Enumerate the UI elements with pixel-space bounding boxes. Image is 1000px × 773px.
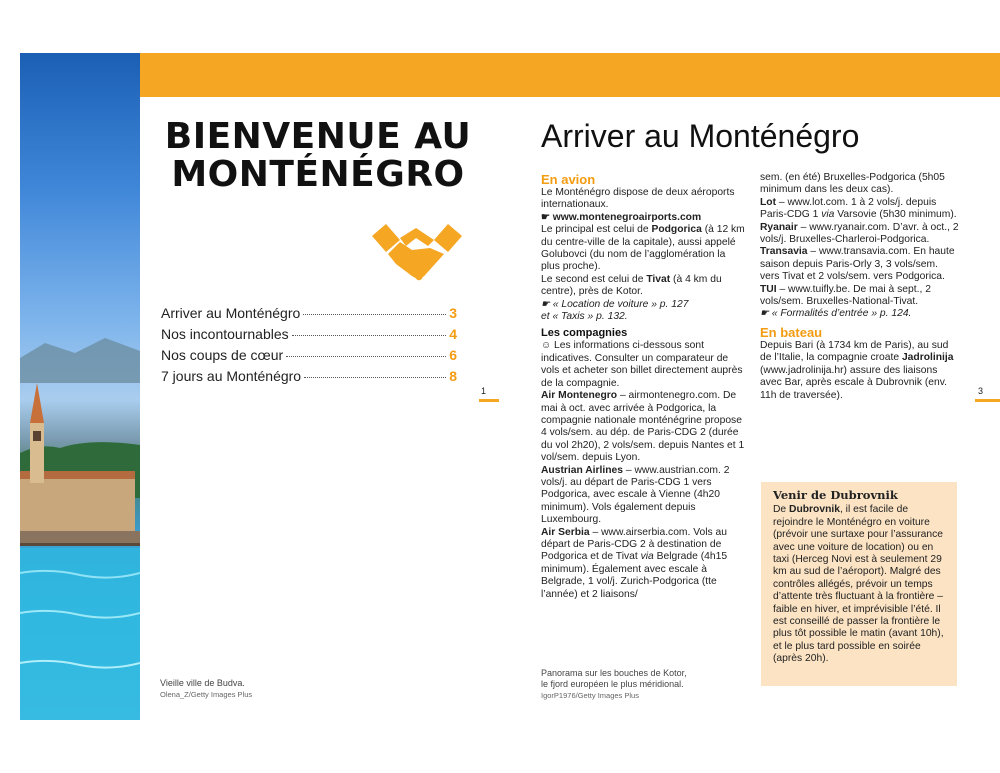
paragraph: sem. (en été) Bruxelles-Podgorica (5h05 minimum dans les deux cas). [760,172,945,196]
right-caption-line1: Panorama sur les bouches de Kotor, [541,668,687,678]
toc-leader [304,377,446,378]
toc-item[interactable] [161,305,457,326]
toc-item-page: 6 [449,347,457,363]
left-page-marker [479,399,499,402]
airline-entry: Ryanair – www.ryanair.com. D’avr. à oct., 2 vols/j. Bruxelles-Charleroi-Podgorica. [760,221,959,246]
paragraph: Le second est celui de Tivat (à 4 km du centre), près de Kotor. [541,273,722,298]
toc-leader [292,335,447,336]
toc-leader [286,356,446,357]
dubrovnik-info-box [761,482,957,686]
left-caption-text: Vieille ville de Budva. [160,678,245,688]
heading-en-bateau: En bateau [760,324,823,340]
left-caption-credit: Olena_Z/Getty Images Plus [160,690,253,699]
toc-item-page: 8 [449,368,457,384]
link-arrow-icon: ☛ [541,298,553,310]
left-page-number: 1 [481,386,487,396]
paragraph: Depuis Bari (à 1734 km de Paris), au sud de l’Italie, la compagnie croate Jadrolinija (www.jadrolinija.hr) assure des liaisons avec Bar, après escale à Dubrovnik (env. 11h de traversée). [760,339,954,401]
airline-entry: Austrian Airlines – www.austrian.com. 2 vols/j. au départ de Paris-CDG 1 vers Podgorica, avec escale à Vienne (4h20 minimum). Vols également depuis Luxembourg. [541,464,730,526]
airline-entry: Air Serbia – www.airserbia.com. Vols au départ de Paris-CDG 2 à destination de Podgorica et de Tivat via Belgrade (4h15 minimum). Également avec escale à Belgrade, 1 vol/j. Zurich-Podgorica (tte l’année) et 2 liaisons/ [541,526,728,600]
paragraph: Le principal est celui de Podgorica (à 12 km du centre-ville de la capitale), aussi appelé Golubovci (du nom de l’agglomération la plus proche). [541,224,745,273]
info-smiley-icon: ☺ [541,340,554,352]
link-arrow-icon: ☛ [760,308,772,320]
toc-item-page: 4 [449,326,457,342]
toc-item[interactable] [161,368,457,389]
text-column-1 [541,172,747,601]
left-photo-caption [160,678,252,700]
top-orange-band [140,53,1000,97]
cross-reference: et « Taxis » p. 132. [541,311,628,323]
toc-item-page: 3 [449,305,457,321]
right-caption-line2: le fjord européen le plus méridional. [541,679,684,689]
toc-item[interactable] [161,347,457,368]
right-page-marker [975,399,1000,402]
heading-en-avion: En avion [541,172,596,187]
budva-illustration [20,53,140,720]
box-title: Venir de Dubrovnik [773,488,898,502]
airline-entry: TUI – www.tuifly.be. De mai à sept., 2 vols/sem. Bruxelles-National-Tivat. [760,283,931,308]
toc-item-label: Nos coups de cœur [161,347,284,363]
text-column-2 [760,172,960,402]
toc-item-label: Nos incontournables [161,326,289,342]
paragraph: ☺ Les informations ci-dessous sont indicatives. Consulter un comparateur de vols et acheter son billet directement auprès de la compagnie. [541,340,743,389]
airline-entry: Air Montenegro – airmontenegro.com. De mai à oct. avec arrivée à Podgorica, la compagnie nationale monténégrine propose 4 vols/sem. au dép. de Paris-CDG 2 (durée du vol 2h20), 2 vols/sem. depuis Nantes et 1 vol/sem. depuis Lyon. [541,390,745,464]
welcome-title-line1: BIENVENUE AU [164,116,472,157]
welcome-title [163,118,473,194]
toc-item-label: 7 jours au Monténégro [161,368,302,384]
toc-leader [303,314,446,315]
cross-reference: ☛ « Formalités d’entrée » p. 124. [760,308,912,320]
welcome-title-line2: MONTÉNÉGRO [171,154,465,195]
handshake-icon [372,218,462,286]
airline-entry: Transavia – www.transavia.com. En haute saison depuis Paris-Orly 3, 3 vols/sem. vers Tivat et 2 vols/sem. vers Podgorica. [760,246,955,283]
box-text: De Dubrovnik, il est facile de rejoindre le Monténégro en voiture (prévoir une surtaxe pour l’assurance avec une voiture de location) ou en taxi (Herceg Novi est à seulement 29 km au sud de l’aéroport). Malgré des contrôles allégés, prévoir un temps d’attente très fluctuant à la frontière – faible en hiver, et imprévisible l’été. Il est conseillé de passer la frontière le plus tôt possible le matin (avant 10h), et le plus tard possible en soirée (après 20h). [773,504,944,665]
toc-item[interactable] [161,326,457,347]
right-photo-caption [541,668,687,701]
budva-photo [20,53,140,720]
section-title: Arriver au Monténégro [541,118,860,154]
heading-compagnies: Les compagnies [541,327,628,340]
paragraph: Le Monténégro dispose de deux aéroports internationaux. [541,187,735,211]
right-caption-credit: IgorP1976/Getty Images Plus [541,691,639,700]
right-page-number: 3 [978,386,984,396]
link-arrow-icon: ☛ [541,211,553,223]
table-of-contents [161,305,457,389]
airline-entry: Lot – www.lot.com. 1 à 2 vols/j. depuis Paris-CDG 1 via Varsovie (5h30 minimum). [760,196,957,221]
toc-item-label: Arriver au Monténégro [161,305,301,321]
airports-website-link[interactable]: www.montenegroairports.com [552,211,702,223]
cross-reference: ☛ « Location de voiture » p. 127 [541,298,689,310]
